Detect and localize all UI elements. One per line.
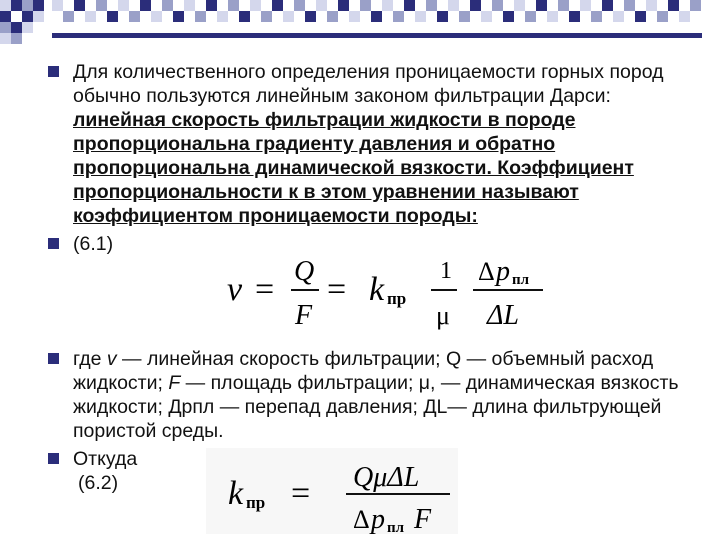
decorative-checker-square	[261, 11, 272, 22]
formula-equals-1: =	[255, 271, 275, 308]
decorative-checker-square	[239, 11, 250, 22]
decorative-checker-square	[151, 11, 162, 22]
formula-6-2-svg	[206, 448, 466, 536]
text-span: — площадь фильтрации; μ, — динамическая вязкость жидкости; Дрпл — перепад давления; ДL— длина фильтрующей пористой среды.	[73, 372, 679, 442]
decorative-checker-square	[448, 0, 459, 11]
decorative-checker-square	[52, 0, 63, 11]
formula-num-q: Q	[294, 256, 315, 287]
text-span: где	[73, 348, 107, 370]
decorative-checker-square	[162, 0, 173, 11]
decorative-checker-square	[371, 11, 382, 22]
decorative-checker-square	[547, 11, 558, 22]
decorative-checker-square	[525, 11, 536, 22]
whence-label: Откуда	[73, 448, 138, 470]
formula-k: k	[228, 475, 244, 512]
decorative-checker-square	[602, 0, 613, 11]
decorative-checker-square	[514, 0, 525, 11]
decorative-checker-square	[129, 11, 140, 22]
decorative-checker-square	[305, 11, 316, 22]
decorative-checker-square	[140, 0, 151, 11]
decorative-checker-square	[437, 11, 448, 22]
decorative-checker-square	[404, 0, 415, 11]
decorative-checker-square	[668, 0, 679, 11]
decorative-checker-square	[96, 0, 107, 11]
formula-label-6-2: (6.2)	[78, 472, 119, 494]
decorative-checker-square	[426, 0, 437, 11]
decorative-checker-square	[74, 0, 85, 11]
decorative-checker-square	[470, 0, 481, 11]
decorative-checker-square	[459, 11, 470, 22]
decorative-checker-square	[569, 11, 580, 22]
formula-p-subscript: пл	[512, 272, 530, 288]
text-span: — линейная скорость фильтрации; Q — объемный расход жидкости;	[73, 348, 654, 394]
decorative-checker-square	[657, 11, 668, 22]
decorative-checker-square	[327, 11, 338, 22]
formula-den-dl: ΔL	[487, 300, 520, 331]
decorative-checker-square	[415, 11, 426, 22]
bullet-square-icon	[48, 353, 59, 364]
decorative-checker-square	[338, 0, 349, 11]
formula-6-1	[225, 246, 565, 341]
bullet-square-icon	[48, 238, 59, 249]
formula-equals: =	[291, 475, 311, 512]
decorative-checker-square	[294, 0, 305, 11]
formula-den-mu: μ	[436, 301, 450, 330]
formula-den-f: F	[295, 300, 313, 331]
decorative-checker-square	[591, 11, 602, 22]
slide-body	[48, 60, 698, 256]
decorative-divider-line	[52, 33, 702, 38]
decorative-checker-square	[250, 0, 261, 11]
decorative-checker-pattern	[0, 0, 720, 44]
decorative-checker-square	[184, 0, 195, 11]
formula-p: p	[496, 256, 510, 287]
decorative-checker-square	[228, 0, 239, 11]
decorative-checker-square	[118, 0, 129, 11]
bullet-square-icon	[48, 453, 59, 464]
decorative-checker-square	[382, 0, 393, 11]
formula-6-2	[206, 448, 466, 541]
decorative-checker-square	[690, 0, 701, 11]
formula-k-subscript: пр	[246, 493, 266, 512]
decorative-checker-square	[679, 11, 690, 22]
decorative-checker-square	[173, 11, 184, 22]
formula-coef-subscript: пр	[387, 289, 407, 308]
formula-delta: Δ	[478, 257, 495, 286]
formula-6-1-svg	[225, 246, 565, 336]
decorative-checker-square	[272, 0, 283, 11]
formula-den-delta: Δ	[353, 505, 370, 534]
decorative-checker-square	[393, 11, 404, 22]
decorative-checker-square	[85, 11, 96, 22]
formula-coef-k: k	[369, 271, 385, 308]
var-f: F	[168, 372, 181, 394]
paragraph-emphasis: линейная скорость фильтрации жидкости в породе пропорциональна градиенту давления и обратно пропорциональна динамической вязкости. Коэффициент пропорциональности к в этом уравнении называют коэффициентом проницаемости породы:	[73, 109, 634, 227]
decorative-checker-square	[283, 11, 294, 22]
decorative-checker-square	[558, 0, 569, 11]
formula-equals-2: =	[327, 271, 347, 308]
darcy-law-paragraph	[73, 60, 698, 228]
decorative-checker-square	[481, 11, 492, 22]
decorative-checker-square	[503, 11, 514, 22]
paragraph-intro: Для количественного определения проницаемости горных пород обычно пользуются линейным законом фильтрации Дарси:	[73, 61, 664, 107]
list-item	[48, 347, 698, 443]
decorative-checker-square	[349, 11, 360, 22]
formula-den-f: F	[414, 504, 432, 535]
list-item	[48, 60, 698, 228]
formula-num-one: 1	[440, 258, 452, 284]
formula-den-p: p	[371, 504, 385, 535]
decorative-checker-square	[536, 0, 547, 11]
formula-den-subscript: пл	[387, 520, 405, 536]
decorative-checker-square	[635, 11, 646, 22]
decorative-checker-square	[195, 11, 206, 22]
decorative-checker-square	[492, 0, 503, 11]
formula-numerator: QμΔL	[353, 462, 420, 493]
formula-lhs-v: v	[227, 271, 243, 308]
decorative-checker-square	[360, 0, 371, 11]
decorative-checker-square	[107, 11, 118, 22]
decorative-checker-square	[217, 11, 228, 22]
decorative-checker-square	[624, 0, 635, 11]
decorative-checker-square	[613, 11, 624, 22]
variables-explanation	[73, 347, 698, 443]
bullet-square-icon	[48, 66, 59, 77]
decorative-checker-square	[580, 0, 591, 11]
decorative-checker-square	[63, 11, 74, 22]
var-v: v	[106, 348, 117, 370]
decorative-checker-square	[316, 0, 327, 11]
formula-label-6-1: (6.1)	[73, 233, 114, 255]
decorative-checker-square	[206, 0, 217, 11]
decorative-checker-square	[646, 0, 657, 11]
